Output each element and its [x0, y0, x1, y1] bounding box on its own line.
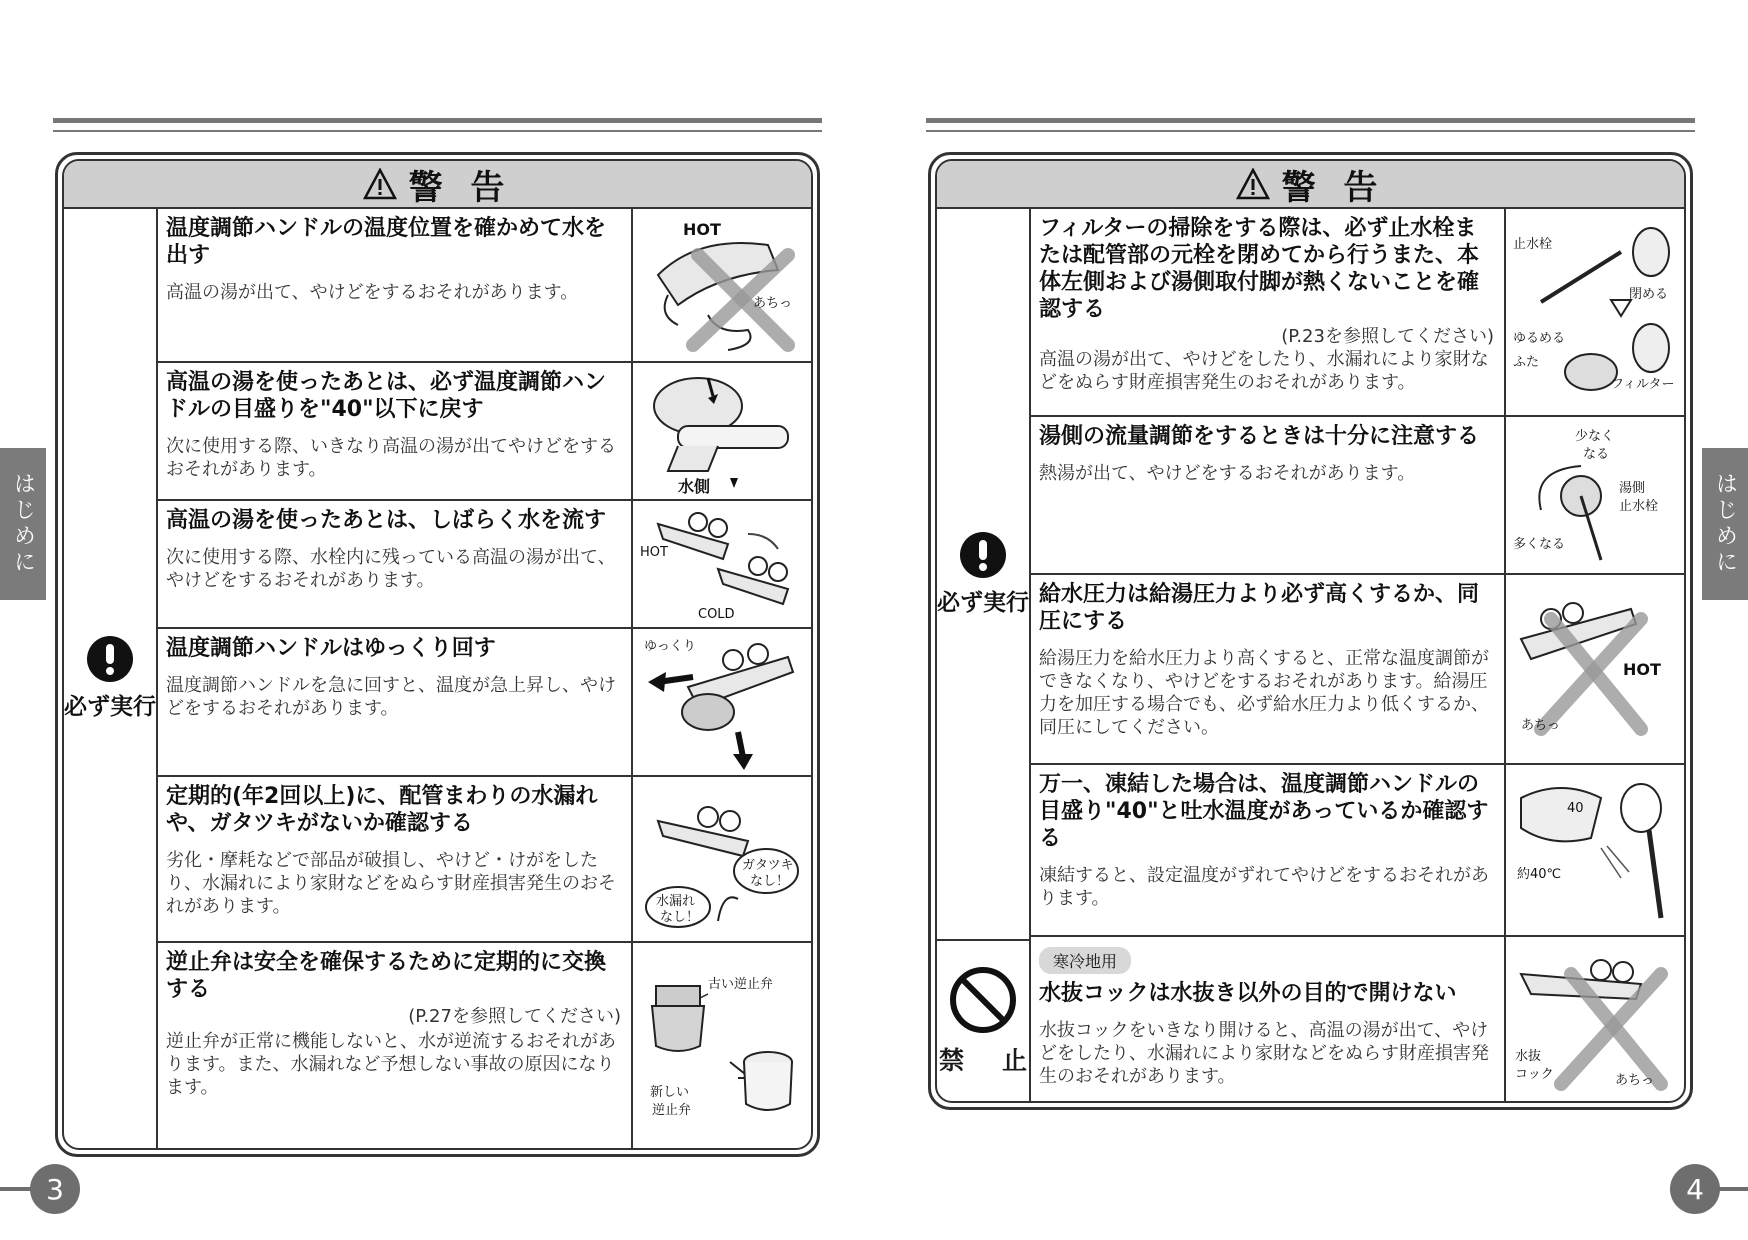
warning-header [937, 161, 1684, 209]
warning-row [158, 943, 811, 1148]
prohibit-label-1: 禁 [938, 1046, 964, 1075]
no-leak-label-2: なし！ [660, 910, 700, 925]
section-tab-right [1702, 448, 1748, 600]
new-valve-label-2: 逆止弁 [652, 1102, 692, 1118]
warning-panel-left [55, 152, 820, 1157]
hot-to-cold-illustration [631, 501, 811, 627]
row-heading: 温度調節ハンドルはゆっくり回す [166, 636, 496, 661]
frozen-temp-illustration [1504, 765, 1684, 935]
warning-row [1031, 417, 1684, 575]
new-valve-label-1: 新しい [650, 1084, 690, 1100]
warning-row [1031, 575, 1684, 765]
warning-triangle-icon [1236, 168, 1270, 200]
about-40c-label: 約40℃ [1517, 867, 1562, 882]
warning-triangle-icon [363, 168, 397, 200]
row-heading: 高温の湯を使ったあとは、しばらく水を流す [166, 508, 607, 533]
drain-cock-illustration [1504, 937, 1684, 1101]
hot-side-label-2: 止水栓 [1619, 499, 1659, 514]
category-column [937, 209, 1031, 1101]
close-label: 閉める [1629, 287, 1669, 302]
drain-cock-label-2: コック [1515, 1067, 1554, 1082]
faucet-hot-illustration [631, 209, 811, 361]
warning-panel-right [928, 152, 1693, 1110]
row-description: 次に使用する際、水栓内に残っている高温の湯が出て、やけどをするおそれがあります。 [166, 547, 616, 591]
exclamation-icon [87, 636, 133, 682]
cap-label: ふた [1513, 355, 1540, 370]
filter-label: フィルター [1611, 377, 1675, 392]
row-reference: (P.27を参照してください) [408, 1006, 621, 1027]
pressure-hot-illustration [1504, 575, 1684, 763]
prohibited-icon [948, 965, 1018, 1035]
ouch-label: あちっ [1615, 1073, 1655, 1088]
warning-title: 警 告 [408, 167, 513, 208]
must-do-category [64, 209, 156, 1148]
must-do-category [937, 209, 1029, 939]
no-wobble-label-1: ガタツキ [742, 858, 794, 873]
row-heading: 高温の湯を使ったあとは、必ず温度調節ハンドルの目盛りを"40"以下に戻す [166, 370, 607, 422]
drain-cock-label-1: 水抜 [1515, 1049, 1542, 1064]
hot-label: HOT [1623, 660, 1661, 679]
less-label-2: なる [1583, 447, 1610, 462]
warning-row [1031, 209, 1684, 417]
scale-40-label: 40 [1567, 801, 1584, 816]
page-number-rule-right [1718, 1187, 1748, 1191]
warning-row [158, 629, 811, 777]
category-column [64, 209, 158, 1148]
warning-row [158, 501, 811, 629]
slow-turn-illustration [631, 629, 811, 775]
warning-row [158, 777, 811, 943]
page-number-left: 3 [30, 1164, 80, 1214]
row-description: 高温の湯が出て、やけどをするおそれがあります。 [166, 282, 579, 303]
cold-region-tag: 寒冷地用 [1039, 947, 1131, 974]
old-valve-label: 古い逆止弁 [708, 976, 774, 992]
row-heading: 温度調節ハンドルの温度位置を確かめて水を出す [166, 216, 607, 268]
warning-header [64, 161, 811, 209]
cold-label: COLD [698, 607, 735, 622]
prohibit-label-2: 止 [1002, 1046, 1028, 1075]
filter-cleaning-illustration [1504, 209, 1684, 415]
less-label-1: 少なく [1575, 429, 1615, 444]
section-tab-label: はじめに [10, 472, 36, 576]
warning-row [1031, 937, 1684, 1101]
section-tab-left [0, 448, 46, 600]
row-description: 逆止弁が正常に機能しないと、水が逆流するおそれがあります。また、水漏れなど予想しない事故の原因になります。 [166, 1031, 616, 1098]
stop-valve-label: 止水栓 [1513, 237, 1553, 252]
exclamation-icon [960, 532, 1006, 578]
row-heading: 定期的(年2回以上)に、配管まわりの水漏れや、ガタツキがないか確認する [166, 784, 598, 836]
row-heading: 湯側の流量調節をするときは十分に注意する [1039, 424, 1480, 449]
row-description: 水抜コックをいきなり開けると、高温の湯が出て、やけどをしたり、水漏れにより家財などをぬらす財産損害発生のおそれがあります。 [1039, 1020, 1489, 1087]
row-description: 熱湯が出て、やけどをするおそれがあります。 [1039, 463, 1416, 484]
warning-row [158, 363, 811, 501]
ouch-label: あちっ [753, 296, 793, 311]
prohibited-category [937, 939, 1029, 1101]
row-description: 劣化・摩耗などで部品が破損し、やけど・けがをしたり、水漏れにより家財などをぬらす財産損害発生のおそれがあります。 [166, 850, 616, 917]
row-reference: (P.23を参照してください) [1281, 326, 1494, 347]
row-heading: 逆止弁は安全を確保するために定期的に交換する [166, 950, 607, 1002]
section-tab-label: はじめに [1712, 472, 1738, 576]
no-leak-label-1: 水漏れ [656, 894, 696, 909]
row-description: 凍結すると、設定温度がずれてやけどをするおそれがあります。 [1039, 865, 1489, 909]
top-rule-left [53, 118, 822, 132]
leak-check-illustration [631, 777, 811, 941]
hot-label: HOT [683, 220, 721, 239]
hot-side-label-1: 湯側 [1619, 481, 1646, 496]
check-valve-illustration [631, 943, 811, 1148]
row-description: 次に使用する際、いきなり高温の湯が出てやけどをするおそれがあります。 [166, 436, 616, 480]
row-description: 給湯圧力を給水圧力より高くすると、正常な温度調節ができなくなり、やけどをするおそれがあります。給湯圧力を加圧する場合でも、必ず給水圧力より低くするか、同圧にしてください。 [1039, 648, 1489, 738]
row-heading: フィルターの掃除をする際は、必ず止水栓または配管部の元栓を閉めてから行うまた、本体左側および湯側取付脚が熱くないことを確認する [1039, 216, 1480, 322]
row-heading: 万一、凍結した場合は、温度調節ハンドルの目盛り"40"と吐水温度があっているか確認する [1039, 772, 1489, 851]
row-description: 温度調節ハンドルを急に回すと、温度が急上昇し、やけどをするおそれがあります。 [166, 675, 616, 719]
category-label: 必ず実行 [64, 694, 156, 720]
top-rule-right [926, 118, 1695, 132]
loosen-label: ゆるめる [1513, 331, 1566, 346]
row-heading: 給水圧力は給湯圧力より必ず高くするか、同圧にする [1039, 582, 1480, 634]
handle-turn-illustration [631, 363, 811, 499]
more-label: 多くなる [1513, 537, 1566, 552]
warning-row [1031, 765, 1684, 937]
ouch-label: あちっ [1521, 718, 1561, 733]
row-description: 高温の湯が出て、やけどをしたり、水漏れにより家財などをぬらす財産損害発生のおそれがあります。 [1039, 349, 1489, 393]
warning-title: 警 告 [1281, 167, 1386, 208]
page-number-rule-left [0, 1187, 32, 1191]
category-label: 必ず実行 [937, 589, 1029, 616]
page-number-right: 4 [1670, 1164, 1720, 1214]
flow-adjust-illustration [1504, 417, 1684, 573]
hot-label: HOT [640, 545, 668, 560]
row-heading: 水抜コックは水抜き以外の目的で開けない [1039, 981, 1457, 1006]
slowly-label: ゆっくり [644, 639, 696, 654]
warning-row [158, 209, 811, 363]
water-side-label: 水側 [678, 477, 711, 496]
no-wobble-label-2: なし！ [750, 874, 790, 889]
